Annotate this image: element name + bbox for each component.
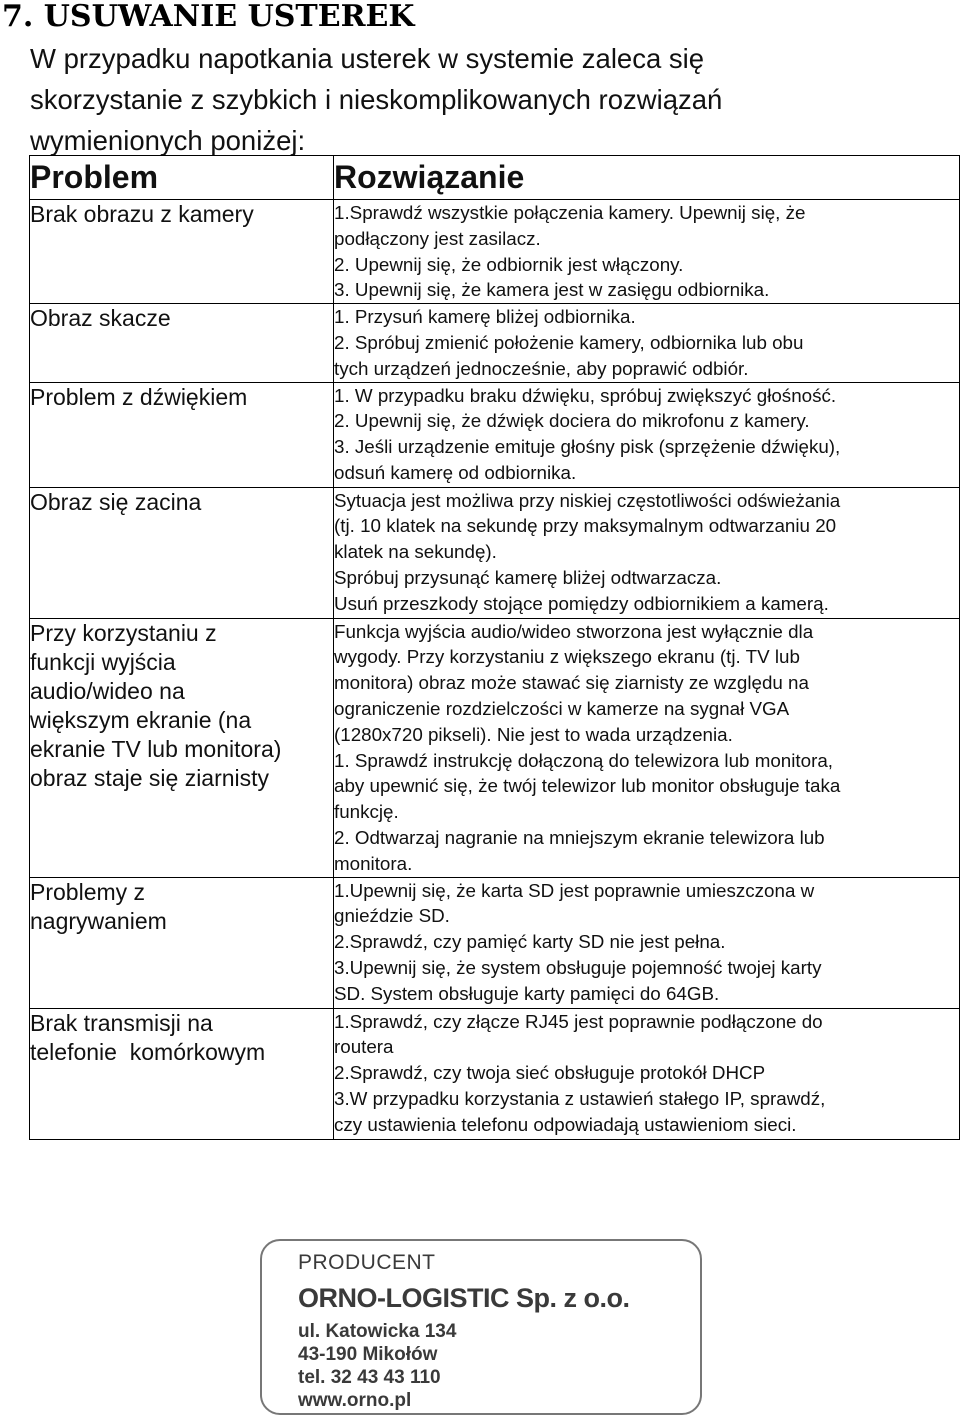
solution-line: Usuń przeszkody stojące pomiędzy odbiornikiem a kamerą. (334, 592, 829, 614)
solution-line: Funkcja wyjścia audio/wideo stworzona jest wyłącznie dla (334, 620, 814, 642)
solution-line: SD. System obsługuje karty pamięci do 64GB. (334, 982, 720, 1004)
stamp-website: www.orno.pl (298, 1390, 412, 1411)
stamp-street: ul. Katowicka 134 (298, 1321, 457, 1342)
solution-line: 1. W przypadku braku dźwięku, spróbuj zwiększyć głośność. (334, 384, 837, 406)
intro-line: wymienionych poniżej: (30, 125, 306, 156)
table-row (30, 618, 960, 877)
solution-cell (334, 487, 960, 618)
solution-line: 1.Sprawdź, czy złącze RJ45 jest poprawnie podłączone do (334, 1010, 823, 1032)
solution-line: tych urządzeń jednocześnie, aby poprawić odbiór. (334, 357, 749, 379)
problem-line: Problemy z (30, 878, 146, 905)
solution-line: Sytuacja jest możliwa przy niskiej częstotliwości odświeżania (334, 489, 841, 511)
problem-line: audio/wideo na (30, 677, 185, 704)
problem-line: Obraz skacze (30, 305, 171, 332)
problem-cell (30, 618, 334, 877)
problem-line: Brak obrazu z kamery (30, 201, 254, 227)
problem-cell (30, 1008, 334, 1139)
solution-line: klatek na sekundę). (334, 541, 497, 563)
solution-line: (1280x720 pikseli). Nie jest to wada urządzenia. (334, 723, 733, 745)
table-row (30, 200, 960, 304)
solution-cell (334, 382, 960, 487)
intro-paragraph (30, 38, 930, 161)
solution-line: 3. Jeśli urządzenie emituje głośny pisk (sprzężenie dźwięku), (334, 436, 841, 458)
problem-line: funkcji wyjścia (30, 648, 176, 675)
solution-line: Spróbuj przysunąć kamerę bliżej odtwarzacza. (334, 566, 722, 588)
solution-cell (334, 1008, 960, 1139)
solution-column-header: Rozwiązanie (334, 156, 960, 200)
table-row (30, 1008, 960, 1139)
solution-cell (334, 200, 960, 304)
solution-line: 3.W przypadku korzystania z ustawień stałego IP, sprawdź, (334, 1087, 826, 1109)
solution-line: 1. Przysuń kamerę bliżej odbiornika. (334, 306, 636, 328)
solution-line: monitora. (334, 852, 413, 874)
solution-cell (334, 304, 960, 382)
stamp-phone: tel. 32 43 43 110 (298, 1367, 441, 1388)
table-row (30, 304, 960, 382)
solution-line: 2. Upewnij się, że dźwięk dociera do mikrofonu z kamery. (334, 410, 810, 432)
solution-line: 1.Sprawdź wszystkie połączenia kamery. Upewnij się, że (334, 202, 806, 223)
stamp-title: PRODUCENT (298, 1251, 436, 1274)
table-row (30, 487, 960, 618)
section-heading: 7. USUWANIE USTEREK (2, 0, 415, 34)
solution-line: 2.Sprawdź, czy pamięć karty SD nie jest pełna. (334, 931, 726, 953)
solution-line: routera (334, 1036, 394, 1058)
troubleshooting-table (29, 155, 960, 1140)
solution-line: monitora) obraz może stawać się ziarnisty ze względu na (334, 672, 809, 694)
solution-line: 2.Sprawdź, czy twoja sieć obsługuje protokół DHCP (334, 1062, 766, 1084)
solution-line: czy ustawienia telefonu odpowiadają ustawieniom sieci. (334, 1113, 797, 1135)
problem-line: większym ekranie (na (30, 706, 252, 733)
solution-line: 2. Upewnij się, że odbiornik jest włączony. (334, 253, 684, 275)
solution-line: aby upewnić się, że twój telewizor lub monitor obsługuje taka (334, 775, 841, 797)
problem-line: obraz staje się ziarnisty (30, 764, 270, 791)
problem-line: telefonie komórkowym (30, 1038, 266, 1065)
problem-line: Problem z dźwiękiem (30, 383, 248, 410)
solution-cell (334, 877, 960, 1008)
solution-line: funkcję. (334, 801, 399, 823)
problem-cell (30, 487, 334, 618)
problem-cell (30, 200, 334, 304)
intro-line: skorzystanie z szybkich i nieskomplikowanych rozwiązań (30, 84, 723, 115)
problem-cell (30, 304, 334, 382)
intro-line: W przypadku napotkania usterek w systemie zaleca się (30, 43, 705, 74)
problem-line: ekranie TV lub monitora) (30, 735, 282, 762)
solution-line: gnieździe SD. (334, 905, 450, 927)
problem-line: Brak transmisji na (30, 1009, 213, 1036)
problem-line: nagrywaniem (30, 907, 167, 934)
table-row (30, 877, 960, 1008)
problem-line: Obraz się zacina (30, 488, 202, 515)
solution-line: odsuń kamerę od odbiornika. (334, 461, 577, 483)
solution-line: 1. Sprawdź instrukcję dołączoną do telewizora lub monitora, (334, 749, 834, 771)
stamp-company-name: ORNO-LOGISTIC Sp. z o.o. (298, 1283, 630, 1313)
solution-line: 3. Upewnij się, że kamera jest w zasięgu odbiornika. (334, 279, 770, 301)
problem-line: Przy korzystaniu z (30, 619, 217, 646)
solution-line: 2. Odtwarzaj nagranie na mniejszym ekranie telewizora lub (334, 826, 825, 848)
stamp-city: 43-190 Mikołów (298, 1344, 438, 1365)
solution-line: wygody. Przy korzystaniu z większego ekranu (tj. TV lub (334, 646, 800, 668)
table-row (30, 382, 960, 487)
solution-line: 3.Upewnij się, że system obsługuje pojemność twojej karty (334, 956, 822, 978)
solution-line: 2. Spróbuj zmienić położenie kamery, odbiornika lub obu (334, 331, 804, 353)
solution-line: 1.Upewnij się, że karta SD jest poprawnie umieszczona w (334, 879, 815, 901)
solution-line: (tj. 10 klatek na sekundę przy maksymalnym odtwarzaniu 20 (334, 515, 837, 537)
problem-cell (30, 877, 334, 1008)
solution-line: podłączony jest zasilacz. (334, 227, 541, 249)
solution-cell (334, 618, 960, 877)
producer-stamp (260, 1239, 702, 1415)
table-header-row (30, 156, 960, 200)
solution-line: ograniczenie rozdzielczości w kamerze na sygnał VGA (334, 697, 790, 719)
problem-column-header: Problem (30, 156, 334, 200)
problem-cell (30, 382, 334, 487)
